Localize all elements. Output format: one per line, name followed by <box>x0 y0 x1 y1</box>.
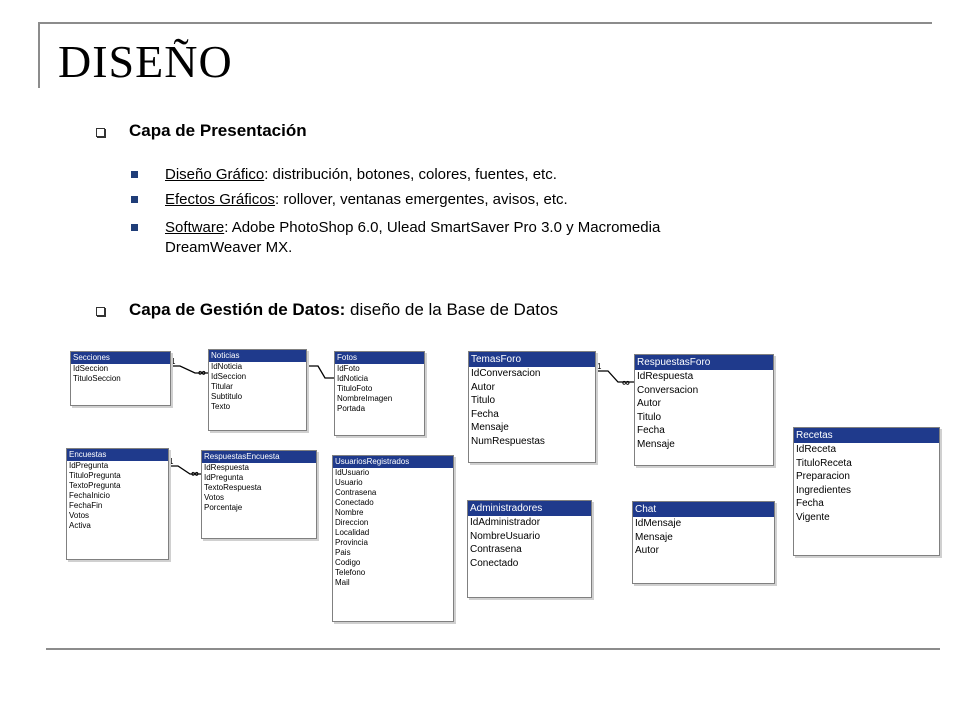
table-field: Autor <box>635 545 659 556</box>
table-field: Titular <box>211 382 233 391</box>
table-name: RespuestasForo <box>635 355 773 370</box>
table-field: Autor <box>637 398 661 409</box>
table-field: Preparacion <box>796 471 850 482</box>
table-field: Direccion <box>335 518 369 527</box>
section-heading-datos: Capa de Gestión de Datos: diseño de la Base de Datos <box>129 300 558 319</box>
table-fotos <box>334 351 425 436</box>
table-field: Porcentaje <box>204 503 243 512</box>
table-noticias <box>208 349 307 431</box>
item-term: Software <box>165 219 225 236</box>
table-field: Conversacion <box>637 384 699 396</box>
table-field: Fecha <box>637 425 665 436</box>
table-field: TituloPregunta <box>69 471 121 480</box>
table-field: Fecha <box>796 498 824 509</box>
item-term: Diseño Gráfico <box>165 166 265 183</box>
item-term: Efectos Gráficos <box>165 191 276 208</box>
table-field: IdNoticia <box>211 362 243 371</box>
section-heading-presentacion: Capa de Presentación <box>129 121 307 140</box>
table-name: Administradores <box>468 501 591 516</box>
table-field: FechaInicio <box>69 491 110 500</box>
table-temasforo <box>468 351 596 463</box>
table-field: IdAdministrador <box>470 517 541 528</box>
list-item: Efectos Gráficos: rollover, ventanas emergentes, avisos, etc. <box>165 191 568 208</box>
table-field: IdSeccion <box>211 372 247 381</box>
slide-title: DISEÑO <box>58 36 233 87</box>
table-field: IdUsuario <box>335 468 370 477</box>
table-field: Usuario <box>335 478 363 487</box>
table-field: Mail <box>335 578 350 587</box>
table-field: IdNoticia <box>337 374 369 383</box>
table-field: NombreImagen <box>337 394 393 403</box>
table-field: TituloSeccion <box>73 374 121 383</box>
relation-one-label: 1 <box>171 357 176 366</box>
table-field: Nombre <box>335 508 364 517</box>
table-name: Fotos <box>335 352 424 364</box>
table-field: Titulo <box>471 395 496 406</box>
table-field: IdReceta <box>796 444 837 455</box>
relation-many-label: ∞ <box>191 468 199 480</box>
table-field: IdFoto <box>337 364 360 373</box>
table-field: Provincia <box>335 538 368 547</box>
table-field: Texto <box>211 402 231 411</box>
table-name: TemasForo <box>469 352 595 367</box>
table-field: Conectado <box>470 557 519 569</box>
table-field: IdPregunta <box>204 473 244 482</box>
table-field: Mensaje <box>637 438 675 450</box>
table-field: Autor <box>471 381 495 393</box>
table-name: Chat <box>633 502 774 517</box>
table-field: IdConversacion <box>471 368 541 379</box>
table-field: TituloFoto <box>337 384 373 393</box>
table-field: Conectado <box>335 498 374 507</box>
table-field: IdRespuesta <box>204 463 249 472</box>
list-item: Software: Adobe PhotoShop 6.0, Ulead SmartSaver Pro 3.0 y Macromedia DreamWeaver MX. <box>165 219 661 256</box>
table-field: Localidad <box>335 528 370 537</box>
table-field: Contrasena <box>470 544 522 555</box>
table-name: Encuestas <box>67 449 168 461</box>
table-field: Votos <box>69 511 90 520</box>
table-field: Activa <box>69 521 91 530</box>
table-field: Pais <box>335 548 351 557</box>
table-field: TextoRespuesta <box>204 483 262 492</box>
table-usuariosregistrados <box>332 455 454 622</box>
table-field: IdMensaje <box>635 518 682 529</box>
table-secciones <box>70 351 171 406</box>
table-name: Recetas <box>794 428 939 443</box>
table-respuestasforo <box>634 354 774 466</box>
table-name: Noticias <box>209 350 306 362</box>
table-field: Fecha <box>471 408 499 420</box>
table-field: Ingredientes <box>796 484 852 496</box>
table-administradores <box>467 500 592 598</box>
table-name: UsuariosRegistrados <box>333 456 453 468</box>
table-field: IdSeccion <box>73 364 109 373</box>
relation-many-label: ∞ <box>198 367 206 379</box>
table-field: Mensaje <box>471 422 509 433</box>
table-field: NumRespuestas <box>471 435 545 447</box>
list-item: Diseño Gráfico: distribución, botones, colores, fuentes, etc. <box>165 166 557 183</box>
table-field: NombreUsuario <box>470 530 541 542</box>
table-field: Contrasena <box>335 488 377 497</box>
table-field: Subtitulo <box>211 392 243 401</box>
table-name: Secciones <box>71 352 170 364</box>
relation-many-label: ∞ <box>622 377 630 389</box>
table-field: FechaFin <box>69 501 103 510</box>
table-chat <box>632 501 775 584</box>
table-field: Titulo <box>637 411 662 423</box>
table-field: Vigente <box>796 511 830 523</box>
relationship-line <box>306 366 334 378</box>
table-name: RespuestasEncuesta <box>202 451 316 463</box>
table-recetas <box>793 427 940 556</box>
table-field: Mensaje <box>635 531 673 543</box>
table-field: Telefono <box>335 568 366 577</box>
table-field: TituloReceta <box>796 457 852 469</box>
relation-one-label: 1 <box>169 457 174 466</box>
table-field: TextoPregunta <box>69 481 121 490</box>
table-respuestasencuesta <box>201 450 317 539</box>
table-field: IdPregunta <box>69 461 109 470</box>
table-field: Codigo <box>335 558 361 567</box>
table-field: IdRespuesta <box>637 371 694 382</box>
relation-one-label: 1 <box>597 362 602 371</box>
table-field: Portada <box>337 404 366 413</box>
table-encuestas <box>66 448 169 560</box>
table-field: Votos <box>204 493 225 502</box>
